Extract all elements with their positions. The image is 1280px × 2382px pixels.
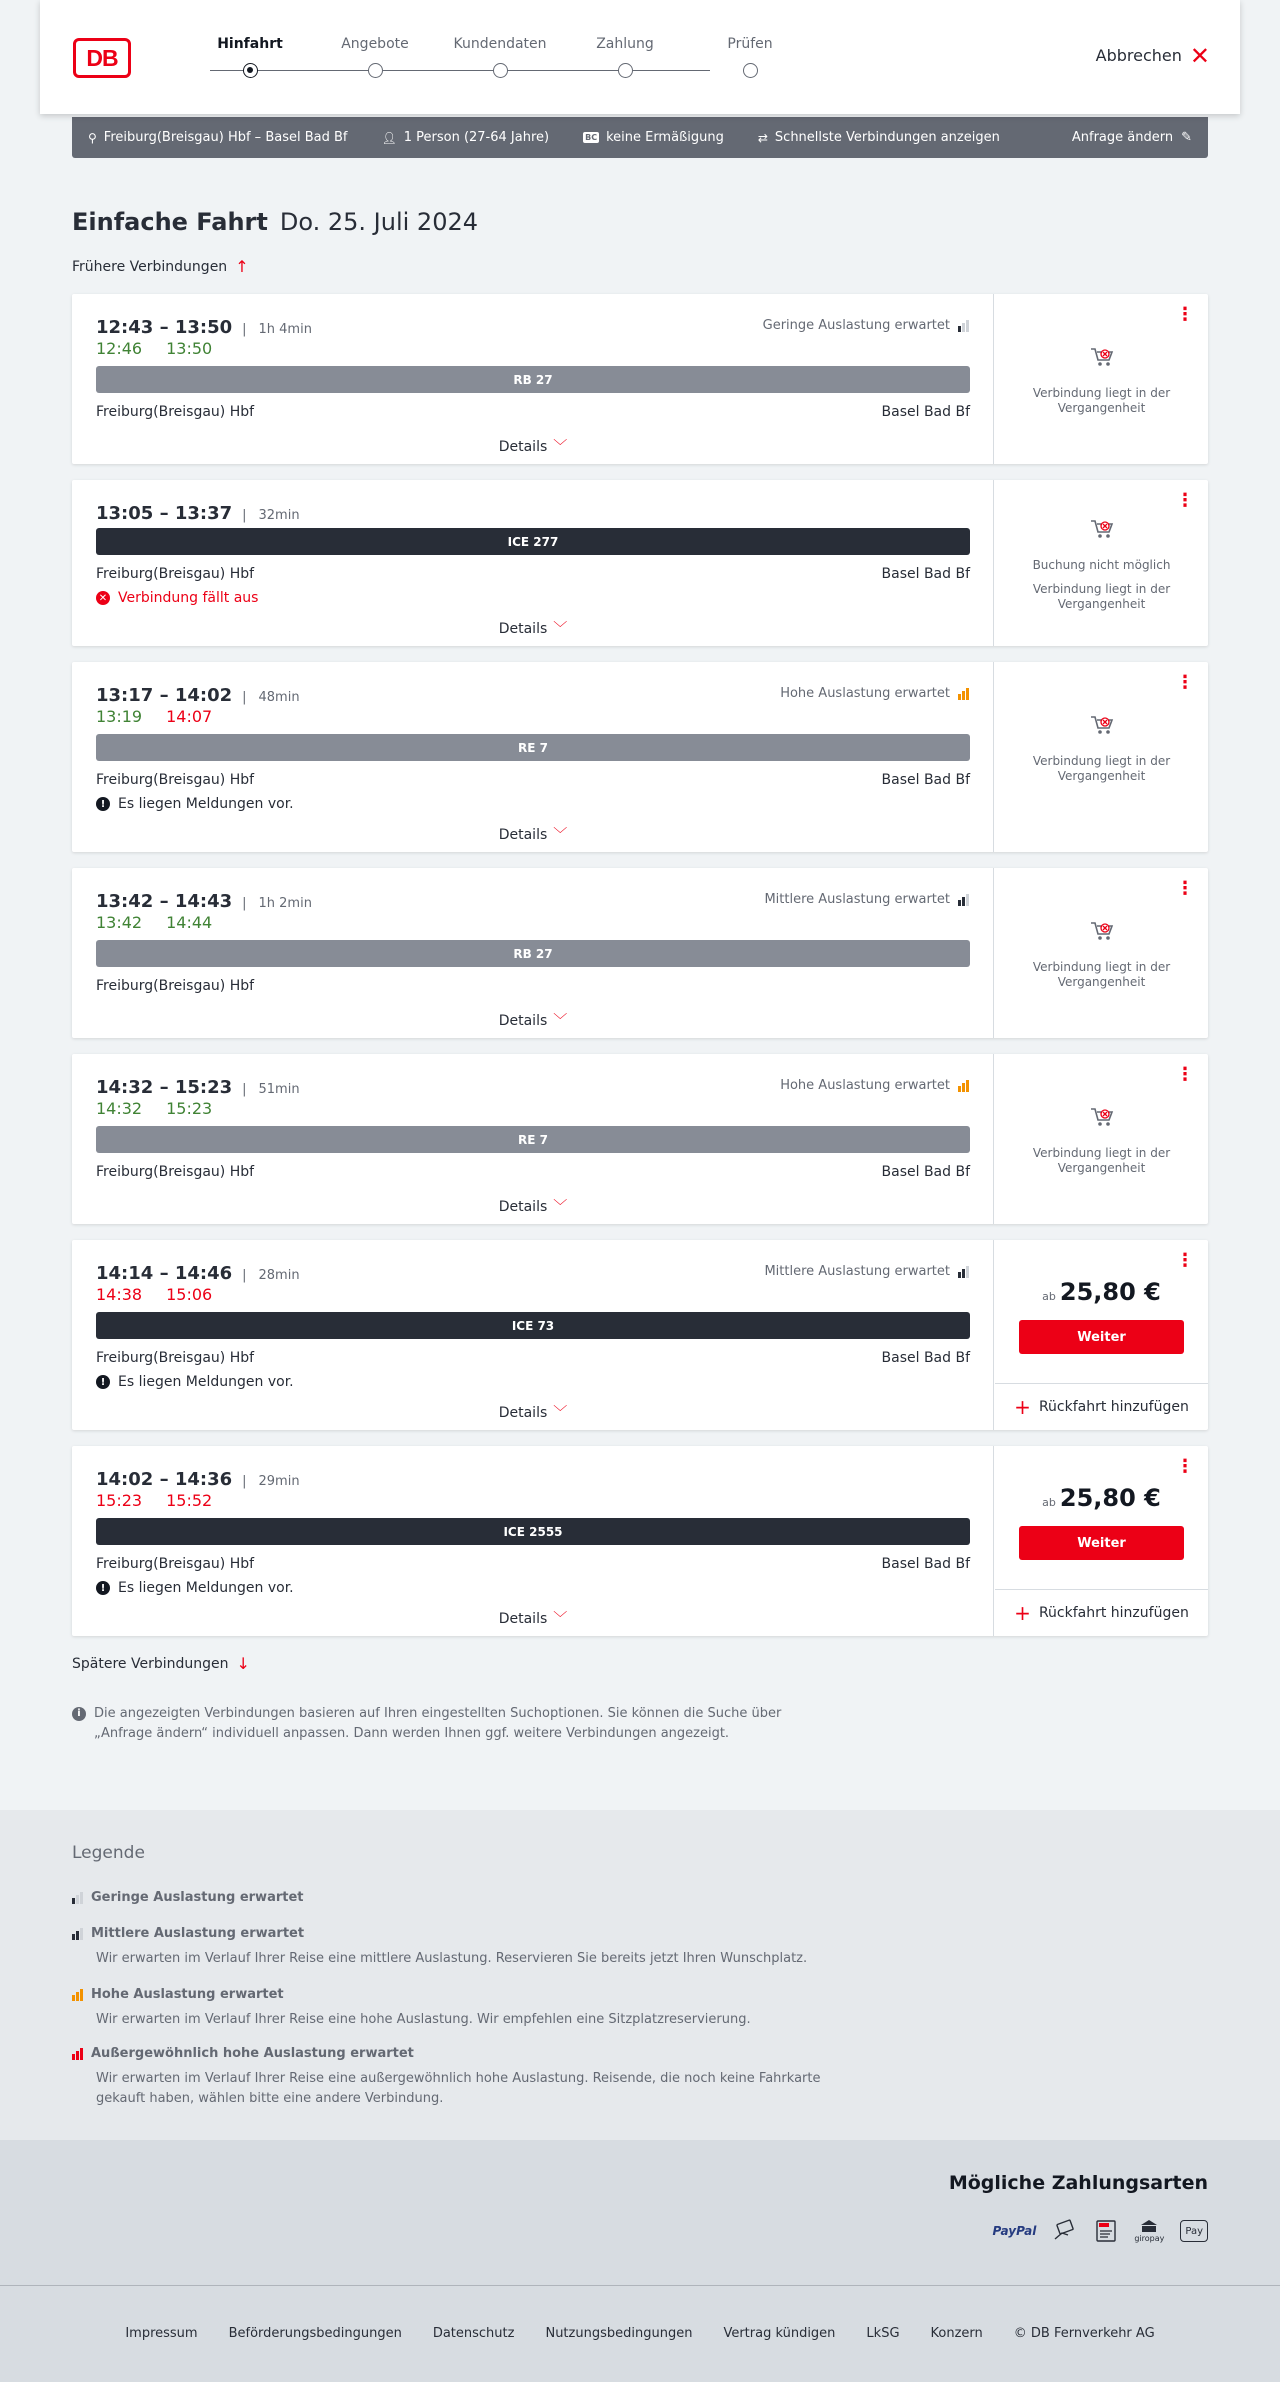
- planned-times: [96, 1469, 300, 1490]
- legend-item-title: Mittlere Auslastung erwartet: [91, 1926, 305, 1941]
- cart-unavailable: [995, 714, 1208, 741]
- train-bar[interactable]: [96, 1518, 970, 1545]
- cancel-circle-icon: ✕: [96, 591, 110, 605]
- payment-section: [0, 2140, 1280, 2285]
- connection-offer: [995, 480, 1208, 646]
- booking-status-text: Verbindung liegt in der Vergangenheit: [1032, 754, 1171, 783]
- booking-status-text: Verbindung liegt in der Vergangenheit: [1032, 960, 1171, 989]
- realtime-departure: 15:23: [96, 1491, 143, 1510]
- planned-times: [96, 891, 312, 912]
- step-label: Zahlung: [596, 36, 654, 52]
- cart-unavailable: [995, 920, 1208, 947]
- step-label: Kundendaten: [453, 36, 547, 52]
- continue-label: Weiter: [1077, 1535, 1126, 1551]
- earlier-connections-button[interactable]: [72, 257, 249, 276]
- stations: [96, 404, 970, 420]
- cancel-button[interactable]: [1095, 41, 1210, 70]
- connection-main: [72, 294, 994, 464]
- train-bar[interactable]: [96, 366, 970, 393]
- change-request-label: Anfrage ändern: [1071, 130, 1174, 145]
- more-options-icon[interactable]: ⋮: [1176, 304, 1194, 325]
- time-range: 14:32 – 15:23: [96, 1077, 233, 1098]
- realtime-departure: 14:38: [96, 1285, 143, 1304]
- connection-notice: [96, 1580, 294, 1596]
- chevron-down-icon: ﹀: [553, 621, 568, 637]
- realtime-times: [96, 1285, 212, 1304]
- legend-title: Legende: [72, 1843, 145, 1863]
- train-bar[interactable]: [96, 1312, 970, 1339]
- connection-notice: [96, 796, 294, 812]
- details-label: Details: [498, 1405, 548, 1421]
- chevron-down-icon: ﹀: [553, 439, 568, 455]
- realtime-times: [96, 1491, 212, 1510]
- stations: [96, 772, 970, 788]
- cart-unavailable: [995, 518, 1208, 545]
- arrival-station: Basel Bad Bf: [881, 566, 970, 582]
- details-label: Details: [498, 439, 548, 455]
- cart-unavailable-icon: [1089, 920, 1115, 942]
- connection-card[interactable]: [72, 1446, 1208, 1636]
- arrival-station: Basel Bad Bf: [881, 1350, 970, 1366]
- details-toggle[interactable]: [72, 1010, 994, 1030]
- continue-button[interactable]: [1019, 1320, 1184, 1354]
- load-low-icon: [72, 1892, 83, 1904]
- load-indicator: [764, 892, 969, 907]
- train-bar[interactable]: [96, 940, 970, 967]
- train-name: ICE 277: [507, 534, 559, 549]
- chevron-down-icon: ﹀: [553, 1199, 568, 1215]
- payment-icons: [993, 2218, 1209, 2244]
- connection-offer: [995, 1240, 1208, 1430]
- cart-unavailable-icon: [1089, 346, 1115, 368]
- footer-links: [0, 2326, 1280, 2341]
- details-toggle[interactable]: [72, 1608, 994, 1628]
- summary-discount: [583, 130, 724, 145]
- load-text: Hohe Auslastung erwartet: [780, 1078, 950, 1093]
- train-name: RE 7: [518, 740, 548, 755]
- summary-route: [88, 130, 347, 145]
- details-label: Details: [498, 1013, 548, 1029]
- travellers-text: 1 Person (27-64 Jahre): [403, 130, 550, 145]
- footer-link-nutzungsbedingungen[interactable]: Nutzungsbedingungen: [545, 2326, 693, 2341]
- bahncard-icon: BC: [585, 133, 598, 142]
- legend-item-text: Wir erwarten im Verlauf Ihrer Reise eine hohe Auslastung. Wir empfehlen eine Sitzplatzreservierung.: [96, 2012, 751, 2027]
- info-text: Die angezeigten Verbindungen basieren auf Ihren eingestellten Suchoptionen. Sie können die Suche über „Anfrage ändern“ individuell anpassen. Dann werden Ihnen ggf. weitere Verbindungen angezeigt.: [94, 1706, 782, 1741]
- alert-icon: !: [96, 797, 110, 811]
- realtime-times: [96, 1099, 212, 1118]
- step-pruefen: [688, 36, 812, 56]
- connection-main: [72, 1054, 994, 1224]
- price-prefix: ab: [1042, 1496, 1056, 1509]
- pencil-icon: ✎: [1181, 130, 1192, 145]
- alert-icon: !: [96, 1581, 110, 1595]
- realtime-arrival: 13:50: [166, 339, 213, 358]
- more-options-icon[interactable]: ⋮: [1176, 878, 1194, 899]
- legend-item-extreme: [72, 2046, 872, 2109]
- train-name: RB 27: [513, 946, 553, 961]
- cart-unavailable-icon: [1089, 714, 1115, 736]
- step-dot: [493, 63, 508, 78]
- legend-item-title: Außergewöhnlich hohe Auslastung erwartet: [91, 2046, 414, 2061]
- departure-station: Freiburg(Breisgau) Hbf: [96, 1164, 255, 1180]
- load-extreme-icon: [72, 2048, 83, 2060]
- realtime-times: [96, 913, 212, 932]
- notice-text: Es liegen Meldungen vor.: [118, 796, 294, 812]
- close-icon: ✕: [1189, 41, 1210, 70]
- add-return-label: Rückfahrt hinzufügen: [1038, 1605, 1189, 1621]
- connection-card[interactable]: [72, 1054, 1208, 1224]
- paypal-icon: PayPal: [992, 2224, 1037, 2238]
- connection-main: [72, 480, 994, 646]
- sepa-invoice-icon: [1094, 2218, 1118, 2244]
- details-toggle[interactable]: [72, 1402, 994, 1422]
- more-options-icon[interactable]: ⋮: [1176, 1064, 1194, 1085]
- chevron-down-icon: ﹀: [553, 1611, 568, 1627]
- connection-offer: [995, 868, 1208, 1038]
- connection-card[interactable]: [72, 868, 1208, 1038]
- stations: [96, 978, 970, 994]
- top-header: [40, 0, 1240, 114]
- cart-unavailable: [995, 1106, 1208, 1133]
- load-indicator: [780, 686, 969, 701]
- details-label: Details: [498, 621, 548, 637]
- step-label: Hinfahrt: [217, 36, 283, 52]
- connection-offer: [995, 1054, 1208, 1224]
- departure-station: Freiburg(Breisgau) Hbf: [96, 1556, 255, 1572]
- alert-icon: !: [96, 1375, 110, 1389]
- train-bar[interactable]: [96, 1126, 970, 1153]
- arrival-station: Basel Bad Bf: [881, 1556, 970, 1572]
- details-toggle[interactable]: [72, 824, 994, 844]
- credit-card-hand-icon: [1052, 2218, 1078, 2244]
- cart-unavailable-icon: [1089, 1106, 1115, 1128]
- time-range: 13:42 – 14:43: [96, 891, 233, 912]
- trip-type: Einfache Fahrt: [72, 208, 268, 236]
- load-medium-icon: [72, 1928, 83, 1940]
- search-info-note: [72, 1704, 842, 1744]
- duration: | 28min: [242, 1268, 299, 1283]
- duration: | 48min: [242, 690, 299, 705]
- legend-item-text: Wir erwarten im Verlauf Ihrer Reise eine außergewöhnlich hohe Auslastung. Reisende, die noch keine Fahrkarte gekauft haben, wählen bitte eine andere Verbindung.: [96, 2071, 821, 2106]
- step-dot: [618, 63, 633, 78]
- footer-copyright: © DB Fernverkehr AG: [1013, 2326, 1155, 2341]
- step-dot-active: [243, 63, 258, 78]
- chevron-down-icon: ﹀: [553, 827, 568, 843]
- connection-card[interactable]: [72, 480, 1208, 646]
- load-level-icon: [958, 1080, 969, 1092]
- realtime-arrival: 15:23: [166, 1099, 213, 1118]
- legend-item-text: Wir erwarten im Verlauf Ihrer Reise eine mittlere Auslastung. Reservieren Sie bereits jetzt Ihren Wunschplatz.: [96, 1951, 808, 1966]
- load-level-icon: [958, 1266, 969, 1278]
- load-level-icon: [958, 688, 969, 700]
- price-value: 25,80 €: [1059, 1278, 1161, 1306]
- more-options-icon[interactable]: ⋮: [1176, 1456, 1194, 1477]
- connection-card[interactable]: [72, 294, 1208, 464]
- step-label: Prüfen: [727, 36, 773, 52]
- legend-section: [0, 1810, 1280, 2140]
- step-dot: [743, 63, 758, 78]
- arrow-down-icon: ↓: [236, 1654, 250, 1673]
- departure-station: Freiburg(Breisgau) Hbf: [96, 772, 255, 788]
- details-label: Details: [498, 1611, 548, 1627]
- time-range: 13:05 – 13:37: [96, 503, 233, 524]
- realtime-departure: 14:32: [96, 1099, 143, 1118]
- departure-station: Freiburg(Breisgau) Hbf: [96, 566, 255, 582]
- add-return-button[interactable]: [995, 1589, 1208, 1636]
- realtime-arrival: 14:07: [166, 707, 213, 726]
- details-toggle[interactable]: [72, 1196, 994, 1216]
- plus-icon: +: [1014, 1395, 1031, 1419]
- train-name: ICE 2555: [503, 1524, 563, 1539]
- price: [995, 1278, 1208, 1306]
- stepper-line: [210, 70, 710, 71]
- train-name: ICE 73: [511, 1318, 555, 1333]
- price: [995, 1484, 1208, 1512]
- arrow-up-icon: ↑: [235, 257, 249, 276]
- train-bar[interactable]: [96, 734, 970, 761]
- realtime-times: [96, 707, 212, 726]
- stations: [96, 1556, 970, 1572]
- load-text: Hohe Auslastung erwartet: [780, 686, 950, 701]
- more-options-icon[interactable]: ⋮: [1176, 1250, 1194, 1271]
- person-icon: 👤︎: [381, 130, 397, 145]
- load-text: Mittlere Auslastung erwartet: [764, 892, 950, 907]
- details-label: Details: [498, 827, 548, 843]
- step-zahlung: [563, 36, 687, 56]
- chevron-down-icon: ﹀: [553, 1013, 568, 1029]
- price-value: 25,80 €: [1059, 1484, 1161, 1512]
- later-connections-button[interactable]: [72, 1654, 250, 1673]
- realtime-arrival: 15:52: [166, 1491, 213, 1510]
- route-text: Freiburg(Breisgau) Hbf – Basel Bad Bf: [103, 130, 348, 145]
- footer-link-vertrag-kuendigen[interactable]: Vertrag kündigen: [723, 2326, 836, 2341]
- connection-offer: [995, 662, 1208, 852]
- payment-title: Mögliche Zahlungsarten: [948, 2172, 1208, 2194]
- realtime-arrival: 15:06: [166, 1285, 213, 1304]
- footer-link-lksg[interactable]: LkSG: [866, 2326, 900, 2341]
- step-label: Angebote: [341, 36, 409, 52]
- planned-times: [96, 1263, 300, 1284]
- connection-offer: [995, 294, 1208, 464]
- location-pin-icon: ⚲: [88, 130, 97, 145]
- departure-station: Freiburg(Breisgau) Hbf: [96, 1350, 255, 1366]
- booking-status-text: Verbindung liegt in der Vergangenheit: [1032, 582, 1171, 611]
- swap-arrows-icon: ⇄: [757, 130, 768, 145]
- page-footer: [0, 2285, 1280, 2382]
- planned-times: [96, 503, 300, 524]
- chevron-down-icon: ﹀: [553, 1405, 568, 1421]
- departure-station: Freiburg(Breisgau) Hbf: [96, 404, 255, 420]
- arrival-station: Basel Bad Bf: [881, 404, 970, 420]
- step-hinfahrt[interactable]: [188, 36, 312, 56]
- duration: | 32min: [242, 508, 299, 523]
- footer-link-datenschutz[interactable]: Datenschutz: [432, 2326, 515, 2341]
- giropay-icon: giropay: [1134, 2218, 1164, 2244]
- booking-status-text: Buchung nicht möglich: [1032, 558, 1171, 572]
- summary-option: [758, 130, 1000, 145]
- details-label: Details: [498, 1199, 548, 1215]
- time-range: 13:17 – 14:02: [96, 685, 233, 706]
- legend-item-low: [72, 1890, 872, 1905]
- footer-link-konzern[interactable]: Konzern: [930, 2326, 983, 2341]
- planned-times: [96, 1077, 300, 1098]
- train-bar[interactable]: [96, 528, 970, 555]
- more-options-icon[interactable]: ⋮: [1176, 672, 1194, 693]
- connection-notice: [96, 1374, 294, 1390]
- time-range: 12:43 – 13:50: [96, 317, 233, 338]
- stations: [96, 1164, 970, 1180]
- db-logo[interactable]: DB: [73, 38, 131, 78]
- duration: | 1h 2min: [242, 896, 312, 911]
- planned-times: [96, 317, 312, 338]
- details-toggle[interactable]: [72, 618, 994, 638]
- connection-card[interactable]: [72, 1240, 1208, 1430]
- search-summary-bar: [72, 117, 1208, 158]
- legend-item-title: Hohe Auslastung erwartet: [91, 1987, 284, 2002]
- realtime-departure: 13:19: [96, 707, 143, 726]
- plus-icon: +: [1014, 1601, 1031, 1625]
- price-prefix: ab: [1042, 1290, 1056, 1303]
- realtime-departure: 13:42: [96, 913, 143, 932]
- connection-main: [72, 662, 994, 852]
- connection-card[interactable]: [72, 662, 1208, 852]
- connection-main: [72, 1446, 994, 1636]
- booking-status-text: Verbindung liegt in der Vergangenheit: [1032, 1146, 1171, 1175]
- booking-status-text: Verbindung liegt in der Vergangenheit: [1032, 386, 1171, 415]
- footer-link-befoerderungsbedingungen[interactable]: Beförderungsbedingungen: [228, 2326, 402, 2341]
- stations: [96, 1350, 970, 1366]
- cart-unavailable-icon: [1089, 518, 1115, 540]
- legend-item-title: Geringe Auslastung erwartet: [91, 1890, 304, 1905]
- departure-station: Freiburg(Breisgau) Hbf: [96, 978, 255, 994]
- discount-text: keine Ermäßigung: [606, 130, 724, 145]
- duration: | 1h 4min: [242, 322, 312, 337]
- arrival-station: Basel Bad Bf: [881, 1164, 970, 1180]
- page-title: [72, 208, 478, 236]
- notice-text: Es liegen Meldungen vor.: [118, 1580, 294, 1596]
- add-return-button[interactable]: [995, 1383, 1208, 1430]
- legend-item-high: [72, 1987, 872, 2030]
- connection-offer: [995, 1446, 1208, 1636]
- option-text: Schnellste Verbindungen anzeigen: [774, 130, 1000, 145]
- load-indicator: [764, 1264, 969, 1279]
- train-name: RE 7: [518, 1132, 548, 1147]
- duration: | 29min: [242, 1474, 299, 1489]
- continue-label: Weiter: [1077, 1329, 1126, 1345]
- step-angebote: [313, 36, 437, 56]
- load-high-icon: [72, 1989, 83, 2001]
- load-text: Mittlere Auslastung erwartet: [764, 1264, 950, 1279]
- arrival-station: Basel Bad Bf: [881, 772, 970, 788]
- summary-travellers: [381, 130, 549, 145]
- cancel-label: Abbrechen: [1095, 46, 1182, 65]
- realtime-departure: 12:46: [96, 339, 143, 358]
- step-kundendaten: [438, 36, 562, 56]
- realtime-arrival: 14:44: [166, 913, 213, 932]
- stations: [96, 566, 970, 582]
- continue-button[interactable]: [1019, 1526, 1184, 1560]
- connection-main: [72, 1240, 994, 1430]
- time-range: 14:14 – 14:46: [96, 1263, 233, 1284]
- travel-date: Do. 25. Juli 2024: [279, 208, 479, 236]
- earlier-label: Frühere Verbindungen: [72, 258, 228, 275]
- apple-pay-icon: Pay: [1180, 2220, 1208, 2242]
- later-label: Spätere Verbindungen: [72, 1655, 229, 1672]
- notice-text: Verbindung fällt aus: [118, 590, 259, 606]
- info-icon: i: [72, 1707, 86, 1721]
- duration: | 51min: [242, 1082, 299, 1097]
- realtime-times: [96, 339, 212, 358]
- load-indicator: [763, 318, 969, 333]
- notice-text: Es liegen Meldungen vor.: [118, 1374, 294, 1390]
- add-return-label: Rückfahrt hinzufügen: [1038, 1399, 1189, 1415]
- footer-link-impressum[interactable]: Impressum: [125, 2326, 198, 2341]
- cart-unavailable: [995, 346, 1208, 373]
- planned-times: [96, 685, 300, 706]
- connection-notice: [96, 590, 258, 606]
- booking-stepper: [210, 36, 773, 86]
- time-range: 14:02 – 14:36: [96, 1469, 233, 1490]
- train-name: RB 27: [513, 372, 553, 387]
- legend-item-medium: [72, 1926, 872, 1969]
- load-text: Geringe Auslastung erwartet: [762, 318, 950, 333]
- more-options-icon[interactable]: ⋮: [1176, 490, 1194, 511]
- details-toggle[interactable]: [72, 436, 994, 456]
- load-indicator: [780, 1078, 969, 1093]
- load-level-icon: [958, 320, 969, 332]
- load-level-icon: [958, 894, 969, 906]
- connection-main: [72, 868, 994, 1038]
- change-request-button[interactable]: [1072, 130, 1192, 145]
- step-dot: [368, 63, 383, 78]
